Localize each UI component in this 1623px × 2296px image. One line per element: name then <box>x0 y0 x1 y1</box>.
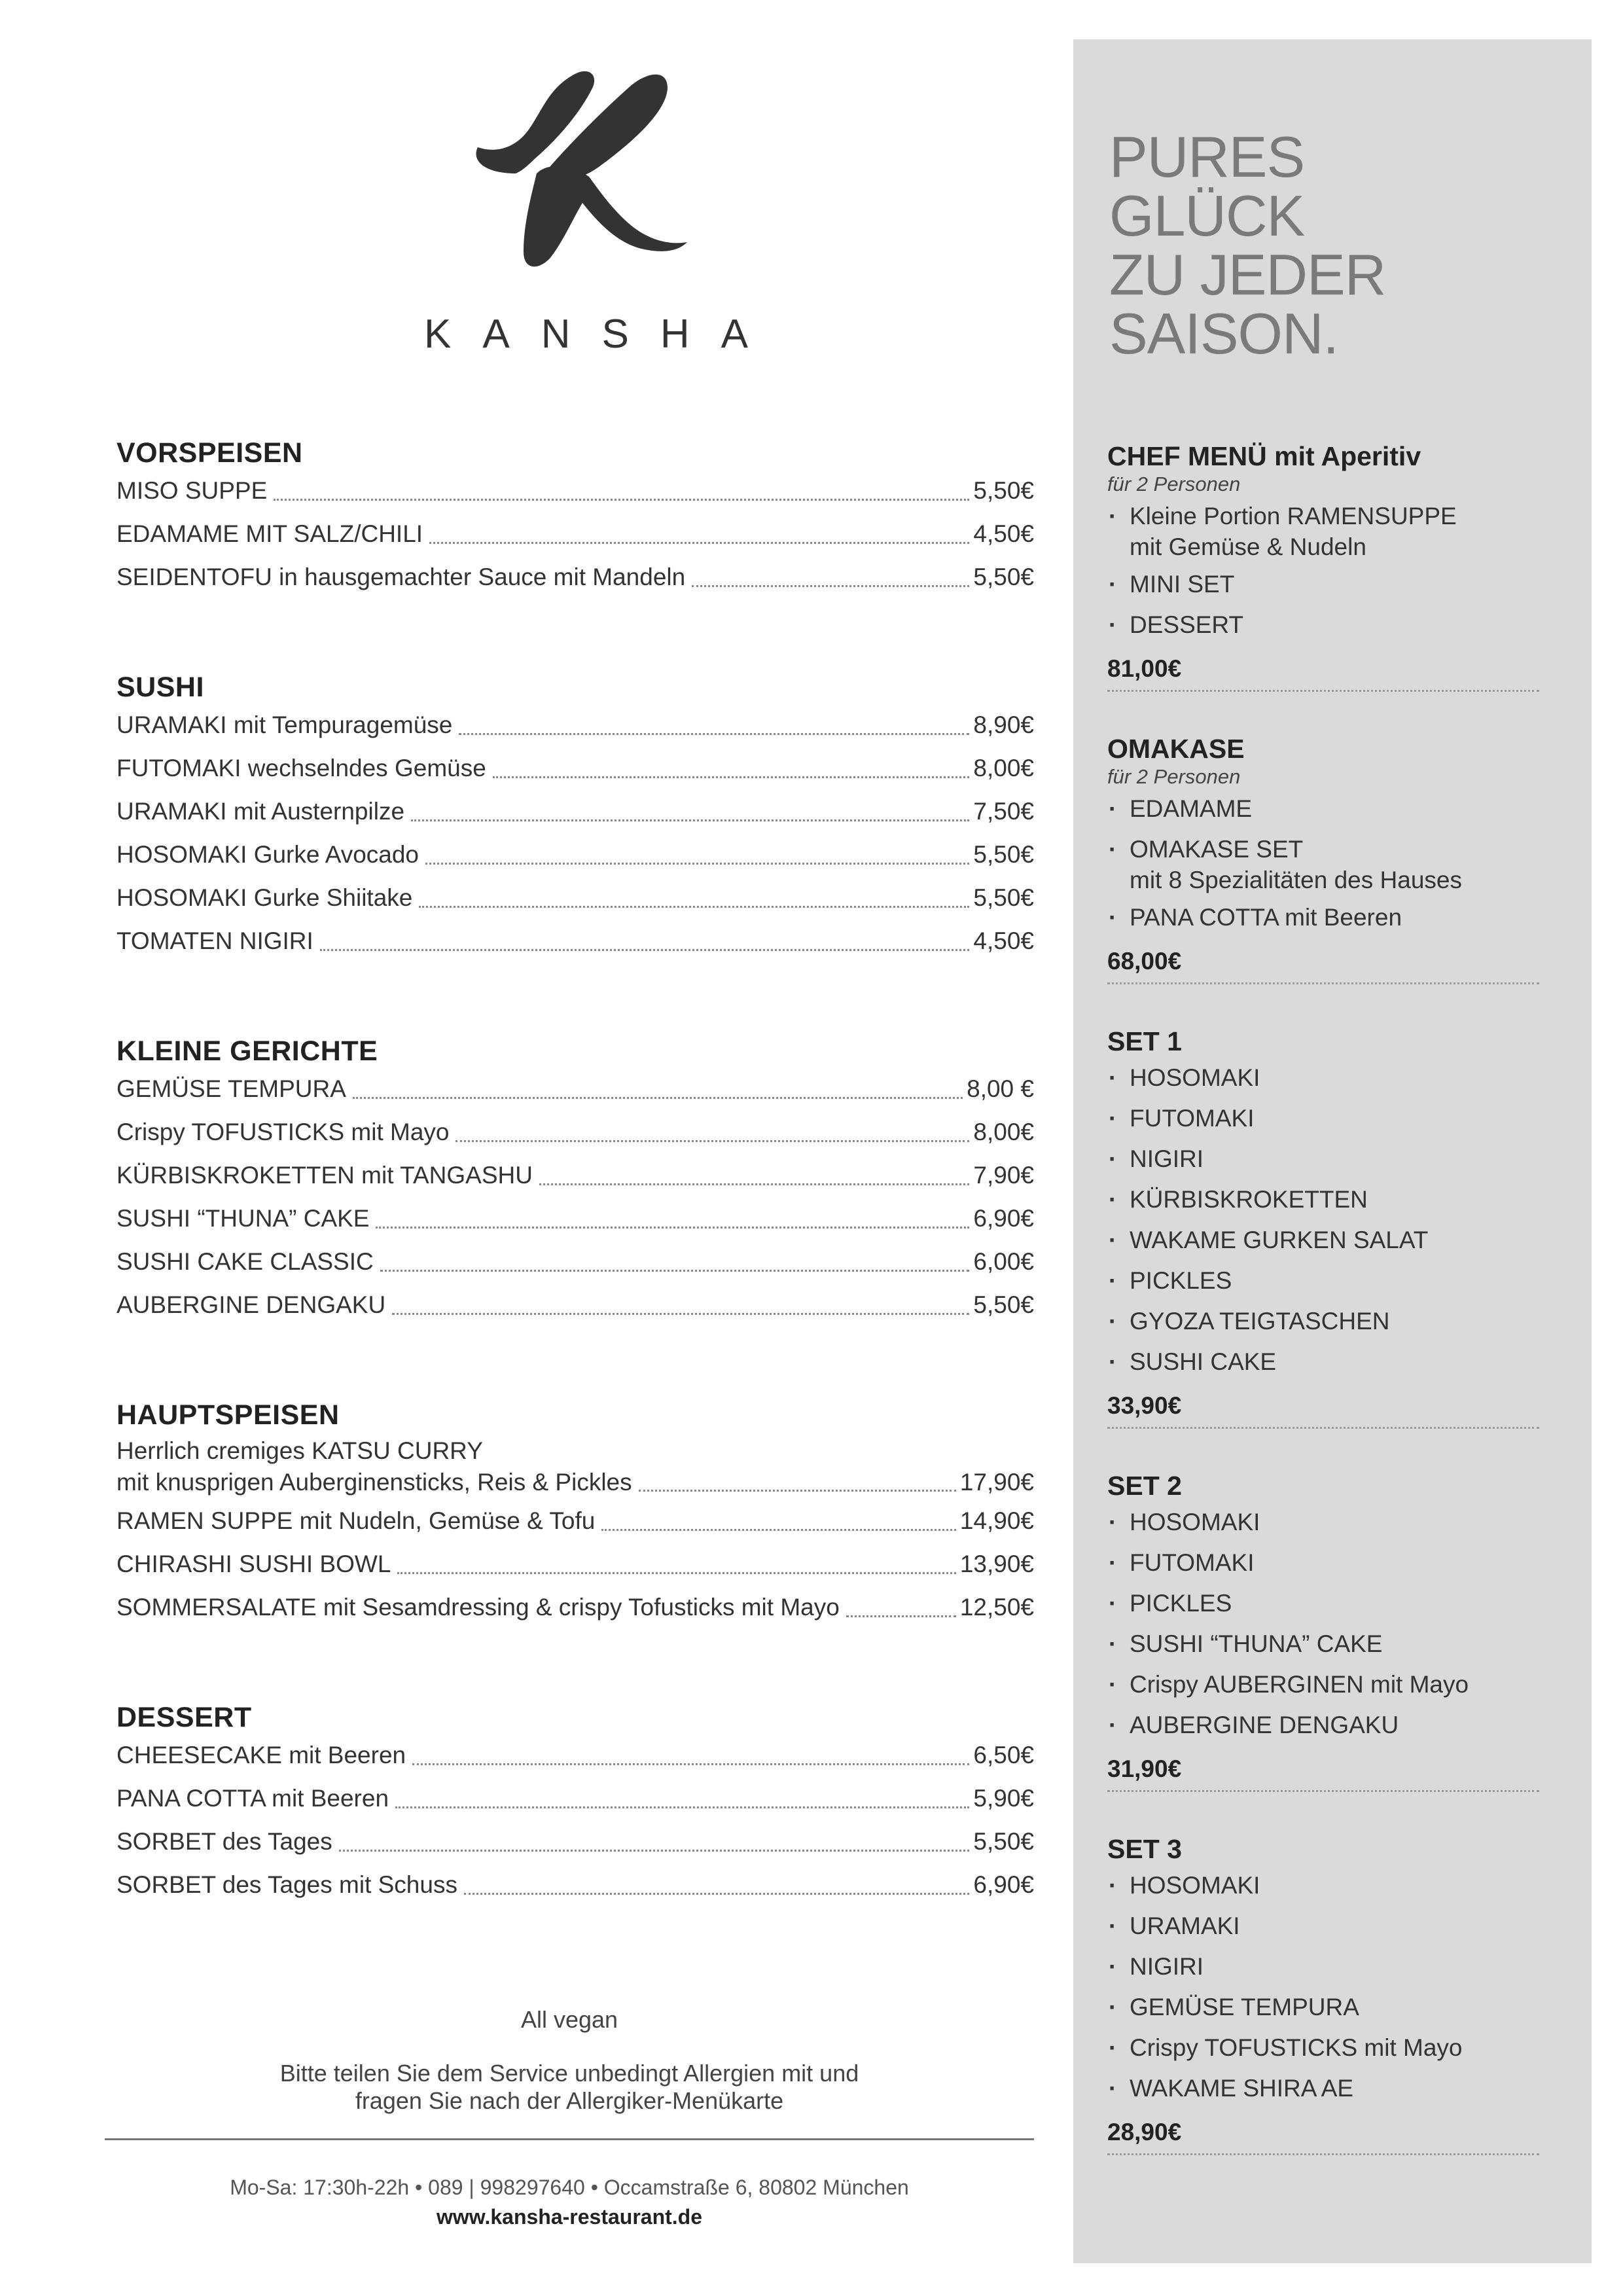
set-item <box>1107 605 1539 645</box>
set-item-text: HOSOMAKI <box>1130 1872 1260 1899</box>
set-item <box>1107 1139 1539 1179</box>
dot-leader <box>380 1270 970 1272</box>
item-price: 5,50€ <box>973 884 1034 911</box>
dot-leader <box>397 1572 955 1574</box>
set-item <box>1107 1705 1539 1746</box>
set-item-text: SUSHI “THUNA” CAKE <box>1130 1630 1383 1657</box>
slogan-line: SAISON. <box>1109 301 1338 366</box>
item-price: 7,90€ <box>973 1162 1034 1189</box>
set-item <box>1107 1179 1539 1220</box>
set-item-text: Kleine Portion RAMENSUPPE <box>1130 503 1457 529</box>
item-name: RAMEN SUPPE mit Nudeln, Gemüse & Tofu <box>116 1507 596 1534</box>
set-item <box>1107 1502 1539 1543</box>
set-title: SET 1 <box>1107 1026 1182 1056</box>
dot-leader <box>419 906 969 908</box>
dot-leader <box>539 1183 969 1185</box>
item-name: SUSHI CAKE CLASSIC <box>116 1248 374 1275</box>
dot-leader <box>353 1097 963 1099</box>
dot-leader <box>455 1140 969 1142</box>
set-item-text: KÜRBISKROKETTEN <box>1130 1186 1368 1213</box>
allergy-line-1: Bitte teilen Sie dem Service unbedingt Allergien mit und <box>279 2060 859 2087</box>
item-name: GEMÜSE TEMPURA <box>116 1075 346 1102</box>
menu-section <box>116 670 1034 963</box>
menu-item <box>116 704 1034 747</box>
item-price: 14,90€ <box>959 1507 1034 1534</box>
dot-leader <box>459 733 969 735</box>
item-price: 5,50€ <box>973 841 1034 868</box>
sets-panel <box>1073 39 1592 2263</box>
item-price: 8,00 € <box>967 1075 1034 1102</box>
set-items <box>1107 1502 1539 1746</box>
slogan <box>1109 124 1386 366</box>
menu-item <box>116 1111 1034 1154</box>
set-title: SET 3 <box>1107 1834 1182 1864</box>
menu-item <box>116 1734 1034 1777</box>
menu-item <box>116 876 1034 920</box>
divider <box>105 2138 1034 2140</box>
set-item-text: EDAMAME <box>1130 795 1253 822</box>
dot-leader <box>395 1806 969 1808</box>
set-item-text: SUSHI CAKE <box>1130 1348 1277 1375</box>
item-price: 17,90€ <box>959 1469 1034 1496</box>
set-item <box>1107 789 1539 829</box>
set-items <box>1107 1058 1539 1382</box>
dot-leader <box>339 1850 970 1852</box>
dot-leader <box>392 1313 969 1315</box>
item-name: AUBERGINE DENGAKU <box>116 1291 386 1318</box>
item-name: SEIDENTOFU in hausgemachter Sauce mit Mandeln <box>116 564 686 590</box>
menu-item <box>116 1777 1034 1820</box>
dot-leader <box>425 863 969 865</box>
dot-leader <box>639 1490 956 1492</box>
item-price: 8,00€ <box>973 755 1034 781</box>
set-item-text: PICKLES <box>1130 1267 1232 1294</box>
item-price: 8,90€ <box>973 711 1034 738</box>
menu-item <box>116 790 1034 833</box>
set-title: OMAKASE <box>1107 734 1245 764</box>
set-item-text: OMAKASE SET <box>1130 836 1304 863</box>
item-name: URAMAKI mit Tempuragemüse <box>116 711 453 738</box>
section-title: SUSHI <box>116 672 204 703</box>
logo <box>393 62 779 357</box>
item-name: HOSOMAKI Gurke Shiitake <box>116 884 413 911</box>
item-price: 6,90€ <box>973 1205 1034 1232</box>
set-item <box>1107 1987 1539 2028</box>
set-price: 33,90€ <box>1107 1386 1539 1429</box>
item-row <box>116 1465 1034 1499</box>
item-name: URAMAKI mit Austernpilze <box>116 798 405 825</box>
menu-section <box>116 1700 1034 1907</box>
set-item <box>1107 1664 1539 1705</box>
set-item-text: GEMÜSE TEMPURA <box>1130 1994 1359 2020</box>
item-price: 5,50€ <box>973 1291 1034 1318</box>
set-item <box>1107 1098 1539 1139</box>
set-item <box>1107 1906 1539 1946</box>
dot-leader <box>846 1615 956 1617</box>
set-item <box>1107 829 1539 897</box>
dot-leader <box>320 949 970 951</box>
item-name: TOMATEN NIGIRI <box>116 927 313 954</box>
set-block <box>1107 732 1539 984</box>
set-item <box>1107 1058 1539 1098</box>
footer <box>105 2006 1034 2229</box>
dot-leader <box>493 776 970 778</box>
set-item-text: URAMAKI <box>1130 1912 1240 1939</box>
menu-item <box>116 1154 1034 1197</box>
item-price: 5,90€ <box>973 1785 1034 1812</box>
dot-leader <box>411 819 969 821</box>
vegan-note: All vegan <box>520 2006 618 2033</box>
menu-item <box>116 469 1034 512</box>
set-item-text: PANA COTTA mit Beeren <box>1130 904 1402 931</box>
item-name: mit knusprigen Auberginensticks, Reis & Pickles <box>116 1469 632 1496</box>
menu-item <box>116 1820 1034 1863</box>
item-name: CHIRASHI SUSHI BOWL <box>116 1551 391 1577</box>
item-price: 6,00€ <box>973 1248 1034 1275</box>
allergy-note <box>105 2060 1034 2115</box>
set-item <box>1107 1543 1539 1583</box>
item-price: 5,50€ <box>973 477 1034 504</box>
slogan-line: GLÜCK <box>1109 183 1305 248</box>
set-subtitle: für 2 Personen <box>1107 765 1241 788</box>
set-item-subtext: mit Gemüse & Nudeln <box>1130 533 1366 560</box>
menu-item <box>116 1586 1034 1629</box>
set-item <box>1107 1583 1539 1624</box>
set-item <box>1107 1220 1539 1261</box>
item-price: 8,00€ <box>973 1119 1034 1145</box>
item-price: 6,90€ <box>973 1871 1034 1898</box>
item-price: 5,50€ <box>973 564 1034 590</box>
dot-leader <box>376 1227 969 1229</box>
section-title: DESSERT <box>116 1702 252 1733</box>
item-name: FUTOMAKI wechselndes Gemüse <box>116 755 486 781</box>
item-price: 6,50€ <box>973 1742 1034 1768</box>
set-item <box>1107 1301 1539 1342</box>
item-name: MISO SUPPE <box>116 477 268 504</box>
set-block <box>1107 1025 1539 1429</box>
allergy-line-2: fragen Sie nach der Allergiker-Menükarte <box>355 2087 784 2114</box>
set-price: 31,90€ <box>1107 1749 1539 1792</box>
item-price: 13,90€ <box>959 1551 1034 1577</box>
menu-list <box>116 435 1034 1977</box>
menu-item <box>116 1863 1034 1907</box>
set-block <box>1107 1833 1539 2155</box>
dot-leader <box>601 1529 955 1531</box>
set-item <box>1107 897 1539 938</box>
set-item-text: Crispy TOFUSTICKS mit Mayo <box>1130 2034 1463 2061</box>
menu-item <box>116 920 1034 963</box>
set-items <box>1107 1865 1539 2109</box>
set-item <box>1107 564 1539 605</box>
set-title: CHEF MENÜ mit Aperitiv <box>1107 441 1421 471</box>
dot-leader <box>429 542 969 544</box>
item-name: SORBET des Tages <box>116 1828 332 1855</box>
item-name: SORBET des Tages mit Schuss <box>116 1871 457 1898</box>
item-name: PANA COTTA mit Beeren <box>116 1785 389 1812</box>
item-price: 4,50€ <box>973 520 1034 547</box>
menu-item <box>116 1499 1034 1543</box>
set-item-text: MINI SET <box>1130 571 1235 598</box>
item-price: 7,50€ <box>973 798 1034 825</box>
set-item <box>1107 2068 1539 2109</box>
item-name: EDAMAME MIT SALZ/CHILI <box>116 520 423 547</box>
dot-leader <box>412 1763 969 1765</box>
set-item-text: WAKAME GURKEN SALAT <box>1130 1227 1429 1253</box>
menu-item <box>116 747 1034 790</box>
set-item <box>1107 1624 1539 1664</box>
section-title: KLEINE GERICHTE <box>116 1035 378 1067</box>
set-items <box>1107 496 1539 645</box>
section-title: VORSPEISEN <box>116 437 303 469</box>
item-name: SUSHI “THUNA” CAKE <box>116 1205 370 1232</box>
set-item-text: GYOZA TEIGTASCHEN <box>1130 1308 1390 1335</box>
set-item <box>1107 2028 1539 2068</box>
section-title: HAUPTSPEISEN <box>116 1399 340 1431</box>
item-name: Crispy TOFUSTICKS mit Mayo <box>116 1119 450 1145</box>
set-subtitle: für 2 Personen <box>1107 473 1241 495</box>
set-item <box>1107 496 1539 564</box>
item-description: Herrlich cremiges KATSU CURRY <box>116 1437 483 1464</box>
dot-leader <box>274 499 969 501</box>
set-item-text: NIGIRI <box>1130 1953 1204 1980</box>
set-item-text: DESSERT <box>1130 611 1244 638</box>
website-link[interactable]: www.kansha-restaurant.de <box>436 2205 703 2229</box>
menu-item <box>116 556 1034 599</box>
set-item-text: WAKAME SHIRA AE <box>1130 2075 1353 2102</box>
contact-info: Mo-Sa: 17:30h-22h • 089 | 998297640 • Occamstraße 6, 80802 München <box>230 2176 909 2199</box>
menu-item <box>116 1283 1034 1327</box>
set-item-text: HOSOMAKI <box>1130 1509 1260 1535</box>
dot-leader <box>692 585 969 587</box>
set-title: SET 2 <box>1107 1471 1182 1501</box>
set-item <box>1107 1342 1539 1382</box>
set-item <box>1107 1261 1539 1301</box>
set-price: 68,00€ <box>1107 942 1539 984</box>
set-item-text: AUBERGINE DENGAKU <box>1130 1712 1399 1738</box>
set-item <box>1107 1865 1539 1906</box>
slogan-line: PURES <box>1109 124 1305 189</box>
brand-name: KANSHA <box>424 312 779 357</box>
set-block <box>1107 1469 1539 1792</box>
set-item-text: FUTOMAKI <box>1130 1549 1255 1576</box>
set-price: 81,00€ <box>1107 649 1539 692</box>
set-item-text: FUTOMAKI <box>1130 1105 1255 1132</box>
set-block <box>1107 440 1539 692</box>
dot-leader <box>464 1893 969 1895</box>
set-item-text: Crispy AUBERGINEN mit Mayo <box>1130 1671 1469 1698</box>
set-item-text: HOSOMAKI <box>1130 1064 1260 1091</box>
set-item-text: NIGIRI <box>1130 1145 1204 1172</box>
item-name: CHEESECAKE mit Beeren <box>116 1742 406 1768</box>
menu-item <box>116 512 1034 556</box>
item-price: 5,50€ <box>973 1828 1034 1855</box>
item-price: 12,50€ <box>959 1594 1034 1621</box>
menu-item <box>116 1543 1034 1586</box>
menu-item <box>116 1197 1034 1240</box>
slogan-line: ZU JEDER <box>1109 242 1386 307</box>
set-items <box>1107 789 1539 938</box>
set-price: 28,90€ <box>1107 2113 1539 2155</box>
set-item <box>1107 1946 1539 1987</box>
menu-section <box>116 435 1034 599</box>
menu-item <box>116 1067 1034 1111</box>
menu-item <box>116 1431 1034 1499</box>
set-item-text: PICKLES <box>1130 1590 1232 1617</box>
item-name: HOSOMAKI Gurke Avocado <box>116 841 419 868</box>
kansha-k-logo-icon <box>458 62 694 278</box>
menu-section <box>116 1397 1034 1629</box>
set-list <box>1107 440 1539 2196</box>
menu-item <box>116 833 1034 876</box>
menu-item <box>116 1240 1034 1283</box>
item-name: SOMMERSALATE mit Sesamdressing & crispy Tofusticks mit Mayo <box>116 1594 840 1621</box>
set-item-subtext: mit 8 Spezialitäten des Hauses <box>1130 867 1462 893</box>
menu-section <box>116 1033 1034 1327</box>
item-name: KÜRBISKROKETTEN mit TANGASHU <box>116 1162 533 1189</box>
item-price: 4,50€ <box>973 927 1034 954</box>
